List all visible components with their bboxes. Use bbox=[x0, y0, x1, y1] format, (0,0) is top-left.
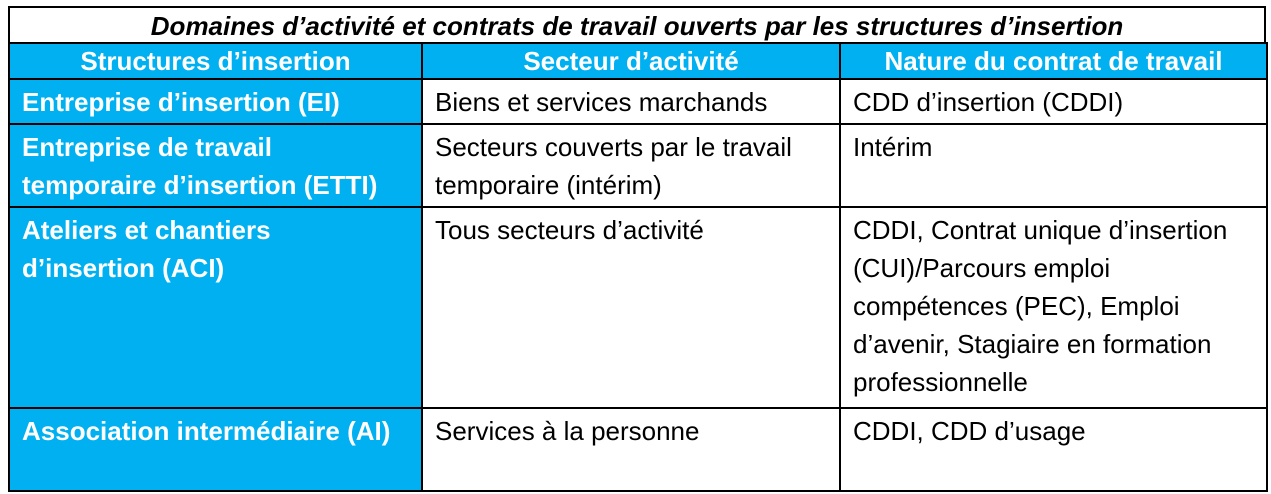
structure-cell: Entreprise de travail temporaire d’insertion (ETTI) bbox=[9, 124, 422, 207]
secteur-cell: Biens et services marchands bbox=[422, 79, 840, 124]
table-row bbox=[9, 408, 1267, 491]
secteur-cell: Tous secteurs d’activité bbox=[422, 207, 840, 408]
contrat-cell: Intérim bbox=[840, 124, 1267, 207]
contrat-cell: CDDI, Contrat unique d’insertion (CUI)/Parcours emploi compétences (PEC), Emploi d’avenir, Stagiaire en formation professionnelle bbox=[840, 207, 1267, 408]
table-row bbox=[9, 124, 1267, 207]
structure-cell: Ateliers et chantiers d’insertion (ACI) bbox=[9, 207, 422, 408]
contrat-cell: CDD d’insertion (CDDI) bbox=[840, 79, 1267, 124]
secteur-cell: Secteurs couverts par le travail temporaire (intérim) bbox=[422, 124, 840, 207]
structure-cell: Association intermédiaire (AI) bbox=[9, 408, 422, 491]
secteur-cell: Services à la personne bbox=[422, 408, 840, 491]
contrat-cell: CDDI, CDD d’usage bbox=[840, 408, 1267, 491]
table-title: Domaines d’activité et contrats de travail ouverts par les structures d’insertion bbox=[8, 6, 1266, 42]
insertion-table bbox=[8, 42, 1268, 492]
insertion-table-container bbox=[8, 6, 1266, 492]
column-header-structures: Structures d’insertion bbox=[9, 43, 422, 79]
structure-cell: Entreprise d’insertion (EI) bbox=[9, 79, 422, 124]
column-header-contrat: Nature du contrat de travail bbox=[840, 43, 1267, 79]
table-header-row bbox=[9, 43, 1267, 79]
table-row bbox=[9, 207, 1267, 408]
table-row bbox=[9, 79, 1267, 124]
column-header-secteur: Secteur d’activité bbox=[422, 43, 840, 79]
